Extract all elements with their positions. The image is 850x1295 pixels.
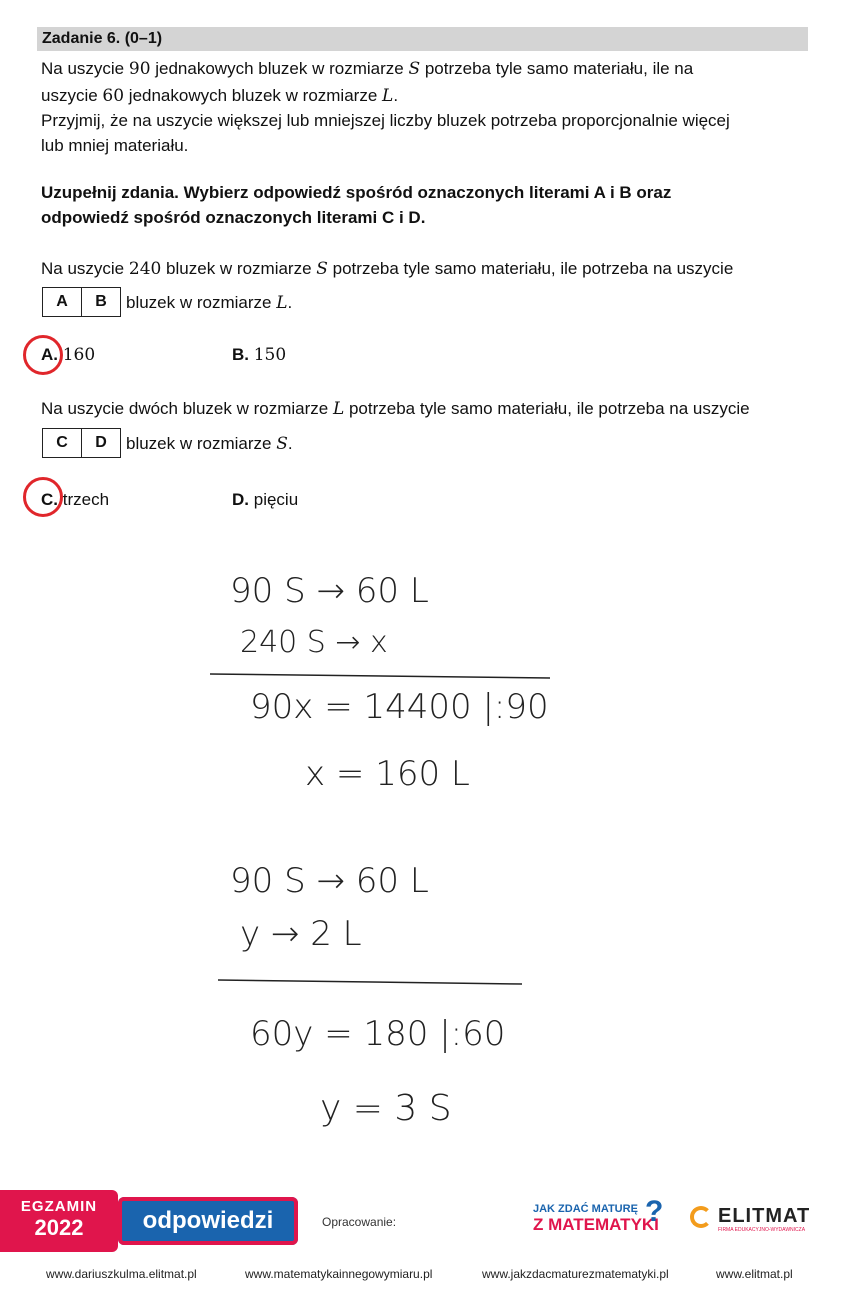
option-b[interactable]: B. 150 — [232, 345, 287, 365]
intro-line-3: Przyjmij, że na uszycie większej lub mniejszej liczby bluzek potrzeba proporcjonalnie więcej — [41, 111, 730, 130]
hw-line-1: 90 S → 60 L — [230, 571, 429, 611]
footer-url-2[interactable]: www.matematykainnegowymiaru.pl — [245, 1267, 433, 1281]
option-a[interactable]: A. 160 — [41, 345, 96, 365]
instruction-line-2: odpowiedź spośród oznaczonych literami C i D. — [41, 208, 426, 227]
footer-url-3[interactable]: www.jakzdacmaturezmatematyki.pl — [482, 1267, 669, 1281]
instruction-line-1: Uzupełnij zdania. Wybierz odpowiedź spośród oznaczonych literami A i B oraz — [41, 183, 672, 202]
intro-line-2: uszycie 60 jednakowych bluzek w rozmiarze L. — [41, 86, 399, 106]
hw-line-6: y → 2 L — [240, 914, 362, 954]
q1-box-b[interactable]: B — [81, 288, 120, 316]
exam-badge: EGZAMIN 2022 — [0, 1190, 118, 1252]
q2-box-c[interactable]: C — [56, 434, 68, 451]
q2-box-d[interactable]: D — [81, 429, 120, 457]
intro-line-4: lub mniej materiału. — [41, 136, 189, 155]
footer-url-1[interactable]: www.dariuszkulma.elitmat.pl — [46, 1267, 197, 1281]
footer-url-4[interactable]: www.elitmat.pl — [716, 1267, 793, 1281]
hw-line-4: x = 160 L — [305, 754, 470, 794]
hw-line-3: 90x = 14400 |:90 — [250, 687, 549, 727]
q1-sentence: Na uszycie 240 bluzek w rozmiarze S potrzeba tyle samo materiału, ile potrzeba na uszycie — [41, 259, 734, 279]
hw-divider-2 — [218, 980, 522, 984]
q2-answer-box[interactable] — [42, 428, 121, 458]
option-d[interactable]: D. pięciu — [232, 490, 299, 509]
answers-badge: odpowiedzi — [118, 1197, 298, 1245]
q1-answer-box[interactable] — [42, 287, 121, 317]
q2-sentence: Na uszycie dwóch bluzek w rozmiarze L potrzeba tyle samo materiału, ile potrzeba na uszycie — [41, 399, 750, 419]
q2-sentence-end: bluzek w rozmiarze S. — [126, 434, 293, 454]
q1-sentence-end: bluzek w rozmiarze L. — [126, 293, 293, 313]
hw-line-2: 240 S → x — [240, 625, 388, 660]
task-header — [37, 27, 808, 51]
elitmat-ring-icon — [690, 1206, 712, 1228]
hw-line-7: 60y = 180 |:60 — [250, 1014, 506, 1054]
option-c[interactable]: C. trzech — [41, 490, 110, 509]
elitmat-logo: ELITMAT FIRMA EDUKACYJNO-WYDAWNICZA — [690, 1205, 810, 1228]
handwritten-solution — [190, 560, 610, 1160]
hw-divider-1 — [210, 674, 550, 678]
prepared-by-label: Opracowanie: — [322, 1215, 397, 1229]
hw-line-5: 90 S → 60 L — [230, 861, 429, 901]
q1-box-a[interactable]: A — [56, 293, 68, 310]
hw-line-8: y = 3 S — [320, 1088, 452, 1129]
task-title: Zadanie 6. (0–1) — [42, 30, 163, 47]
jak-zdac-logo: JAK ZDAĆ MATURĘ Z MATEMATYKI ? — [533, 1195, 664, 1234]
intro-line-1: Na uszycie 90 jednakowych bluzek w rozmiarze S potrzeba tyle samo materiału, ile na — [41, 59, 694, 79]
question-mark-icon: ? — [645, 1195, 664, 1228]
